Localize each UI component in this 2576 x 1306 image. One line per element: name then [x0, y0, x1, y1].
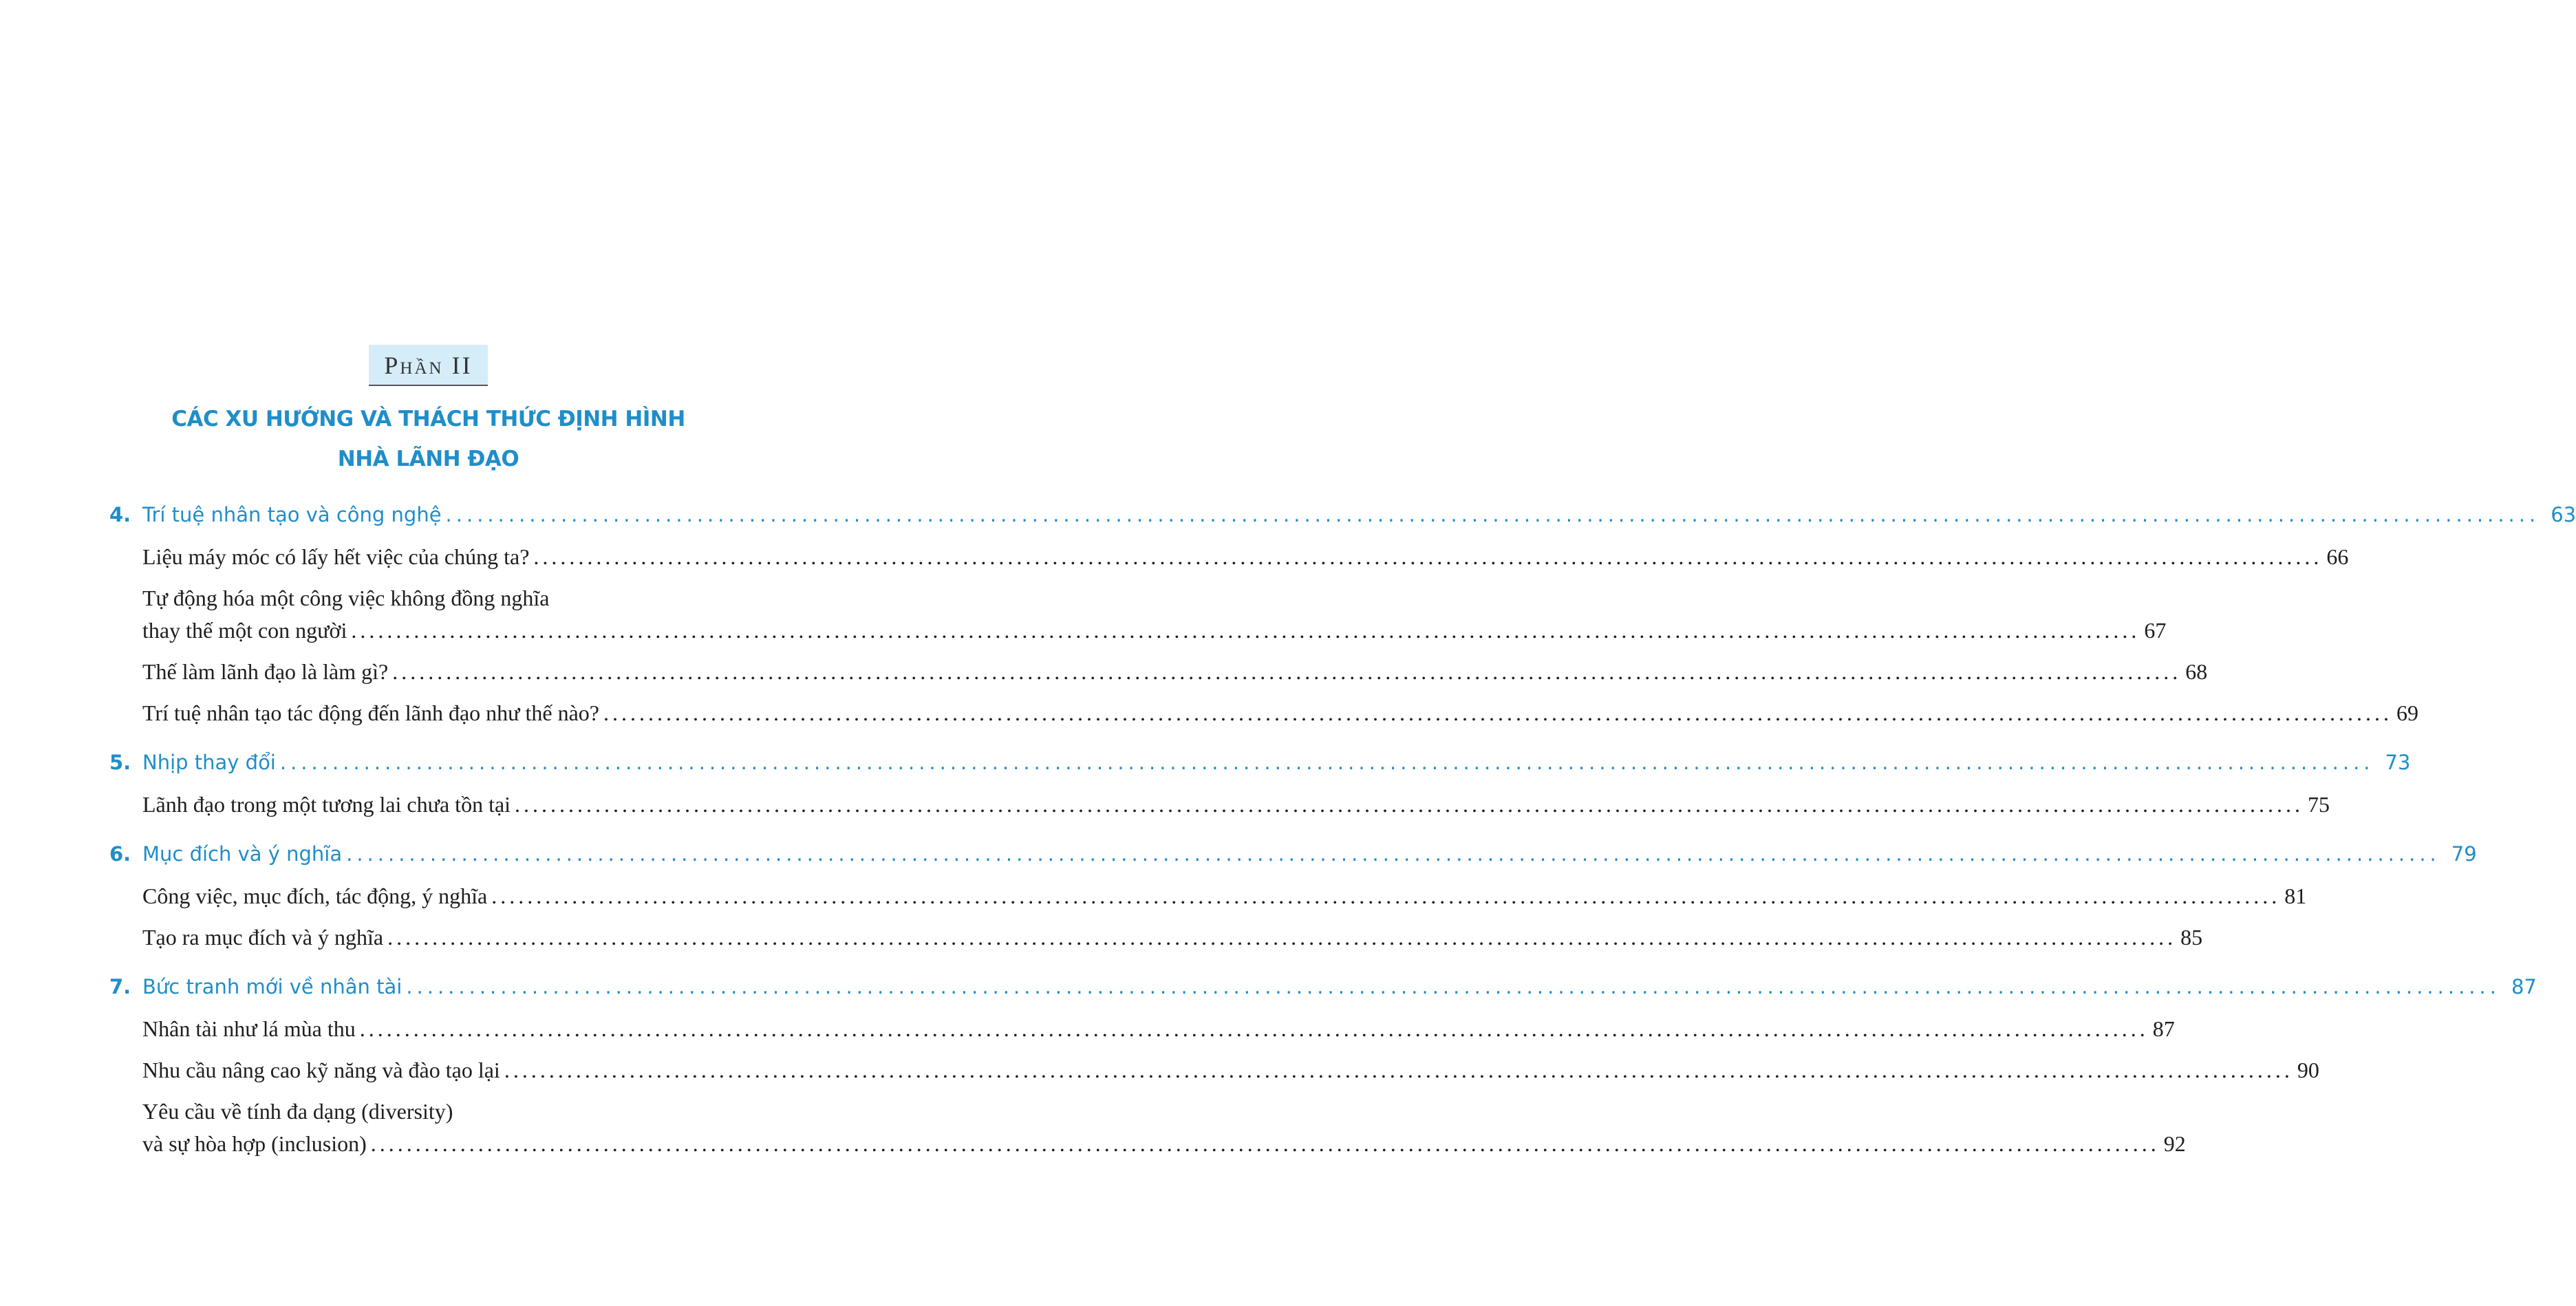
chapter-title: Nhịp thay đổi [142, 751, 276, 774]
dot-leader: ........................................................................................................................................................................................................ [359, 1016, 2149, 1041]
toc-entry [142, 1054, 2319, 1086]
entry-title-text: Yêu cầu về tính đa dạng (diversity) [142, 1099, 453, 1124]
toc-entry [142, 541, 2349, 573]
entry-page-number: 69 [2396, 700, 2418, 725]
chapter-title: Trí tuệ nhân tạo và công nghệ [142, 503, 442, 526]
chapter-number: 5. [109, 751, 131, 774]
toc-entry-line [142, 1128, 2186, 1160]
entry-title-text: Tạo ra mục đích và ý nghĩa [142, 925, 384, 950]
toc-entry-line [142, 880, 2307, 912]
toc-entry-line [142, 1054, 2319, 1086]
toc-entry [142, 880, 2307, 912]
entry-page-number: 66 [2326, 544, 2349, 569]
toc-chapter-row [109, 494, 2576, 535]
part-title-line-2: NHÀ LÃNH ĐẠO [337, 447, 519, 471]
dot-leader: ........................................................................................................................................................................................................ [491, 884, 2281, 908]
toc-entry-line [142, 656, 2208, 688]
part-label: Phần II [369, 345, 487, 386]
dot-leader: ........................................................................................................................................................................................................ [346, 842, 2440, 866]
chapter-number: 4. [109, 503, 131, 526]
chapter-title: Mục đích và ý nghĩa [142, 842, 343, 866]
chapter-number: 6. [109, 842, 131, 866]
toc-entry-line [142, 1095, 737, 1128]
toc-chapter-row [109, 742, 2411, 783]
dot-leader: ........................................................................................................................................................................................................ [370, 1131, 2160, 1156]
toc-entry-line [142, 541, 2349, 573]
entry-title-text: Liệu máy móc có lấy hết việc của chúng ta? [142, 544, 530, 569]
dot-leader: ........................................................................................................................................................................................................ [351, 618, 2140, 643]
chapter-title: Bức tranh mới về nhân tài [142, 975, 402, 998]
entry-title-text: Trí tuệ nhân tạo tác động đến lãnh đạo như thế nào? [142, 700, 599, 725]
dot-leader: ........................................................................................................................................................................................................ [406, 975, 2500, 998]
dot-leader: ........................................................................................................................................................................................................ [603, 700, 2392, 725]
entry-title-text: Tự động hóa một công việc không đồng nghĩa [142, 586, 550, 610]
toc-entry-line [142, 921, 2203, 954]
toc-entry [142, 1013, 2175, 1045]
toc-entry-line [142, 614, 2167, 647]
chapter-page-number: 79 [2451, 842, 2477, 866]
toc-chapter-row [109, 966, 2537, 1007]
toc-entry [142, 921, 2203, 954]
entry-page-number: 68 [2185, 659, 2208, 684]
part-title-line-1: CÁC XU HƯỚNG VÀ THÁCH THỨC ĐỊNH HÌNH [171, 407, 685, 431]
toc-entry [142, 656, 2208, 688]
entry-title-text: Nhân tài như lá mùa thu [142, 1016, 356, 1041]
dot-leader: ........................................................................................................................................................................................................ [504, 1058, 2293, 1082]
entry-title-text: Công việc, mục đích, tác động, ý nghĩa [142, 884, 488, 908]
chapter-page-number: 73 [2385, 751, 2411, 774]
dot-leader: ........................................................................................................................................................................................................ [515, 792, 2304, 817]
toc-entry [142, 789, 2330, 821]
entry-page-number: 81 [2284, 884, 2307, 908]
chapter-page-number: 87 [2511, 975, 2537, 998]
dot-leader: ........................................................................................................................................................................................................ [387, 925, 2177, 950]
entry-title-text: Nhu cầu nâng cao kỹ năng và đào tạo lại [142, 1058, 500, 1082]
entry-page-number: 67 [2144, 618, 2167, 643]
entry-title-text: Thế làm lãnh đạo là làm gì? [142, 659, 389, 684]
toc-entry [142, 697, 2418, 729]
toc-chapter-row [109, 833, 2477, 875]
part-title [0, 399, 857, 479]
entry-page-number: 90 [2297, 1058, 2319, 1082]
part-label-container [0, 345, 857, 386]
dot-leader: ........................................................................................................................................................................................................ [392, 659, 2182, 684]
chapter-number: 7. [109, 975, 131, 998]
dot-leader: ........................................................................................................................................................................................................ [533, 544, 2323, 569]
toc-entry [142, 582, 2167, 647]
entry-page-number: 92 [2163, 1131, 2186, 1156]
entry-page-number: 75 [2308, 792, 2330, 817]
entry-title-text: Lãnh đạo trong một tương lai chưa tồn tại [142, 792, 511, 817]
chapter-page-number: 63 [2551, 503, 2576, 526]
table-of-contents [109, 494, 2576, 1160]
toc-entry-line [142, 1013, 2175, 1045]
toc-entry-line [142, 789, 2330, 821]
toc-entry-line [142, 582, 737, 614]
dot-leader: ........................................................................................................................................................................................................ [279, 751, 2374, 774]
toc-entry [142, 1095, 2186, 1160]
entry-page-number: 85 [2180, 925, 2203, 950]
entry-page-number: 87 [2152, 1016, 2175, 1041]
entry-title-text: thay thế một con người [142, 618, 347, 643]
entry-title-text: và sự hòa hợp (inclusion) [142, 1131, 367, 1156]
toc-entry-line [142, 697, 2418, 729]
dot-leader: ........................................................................................................................................................................................................ [445, 503, 2540, 526]
